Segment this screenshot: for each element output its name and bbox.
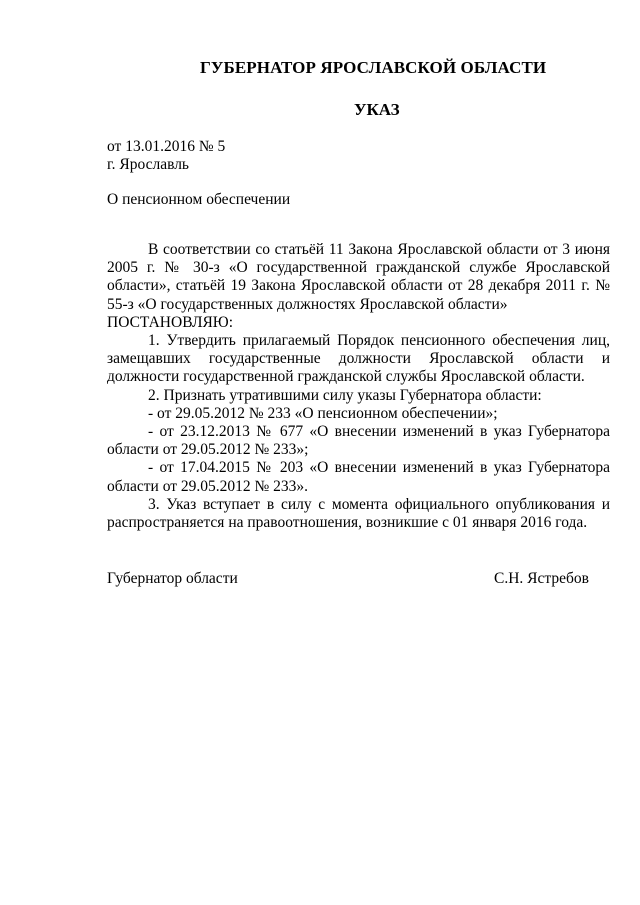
document-body — [107, 241, 610, 532]
item-2-paragraph: 2. Признать утратившими силу указы Губернатора области: — [148, 386, 542, 404]
signatory-role: Губернатор области — [107, 570, 238, 587]
item-2-a-paragraph: - от 29.05.2012 № 233 «О пенсионном обеспечении»; — [148, 404, 498, 422]
item-1-paragraph: 1. Утвердить прилагаемый Порядок пенсионного обеспечения лиц, замещавших государственные должности Ярославской области и должности государственной гражданской службы Ярославской области. — [107, 332, 610, 386]
resolve-keyword: ПОСТАНОВЛЯЮ: — [107, 313, 234, 331]
document-city: г. Ярославль — [107, 156, 189, 173]
document-subject: О пенсионном обеспечении — [107, 191, 291, 208]
item-2-c-paragraph: - от 17.04.2015 № 203 «О внесении изменений в указ Губернатора области от 29.05.2012 № 233». — [107, 459, 610, 495]
authority-heading: ГУБЕРНАТОР ЯРОСЛАВСКОЙ ОБЛАСТИ — [200, 58, 547, 77]
signatory-name: С.Н. Ястребов — [494, 570, 589, 587]
preamble-paragraph: В соответствии со статьёй 11 Закона Ярославской области от 3 июня 2005 г. № 30-з «О государственной гражданской службе Ярославской области», статьёй 19 Закона Ярославской области от 28 декабря 2011 г. № 55-з «О государственных должностях Ярославской области» — [107, 241, 610, 313]
item-3-paragraph: 3. Указ вступает в силу с момента официального опубликования и распространяется на правоотношения, возникшие с 01 января 2016 года. — [107, 495, 610, 532]
document-type-heading: УКАЗ — [354, 100, 400, 119]
item-2-b-paragraph: - от 23.12.2013 № 677 «О внесении изменений в указ Губернатора области от 29.05.2012 № 233»; — [107, 423, 610, 459]
document-date-number: от 13.01.2016 № 5 — [107, 138, 226, 155]
